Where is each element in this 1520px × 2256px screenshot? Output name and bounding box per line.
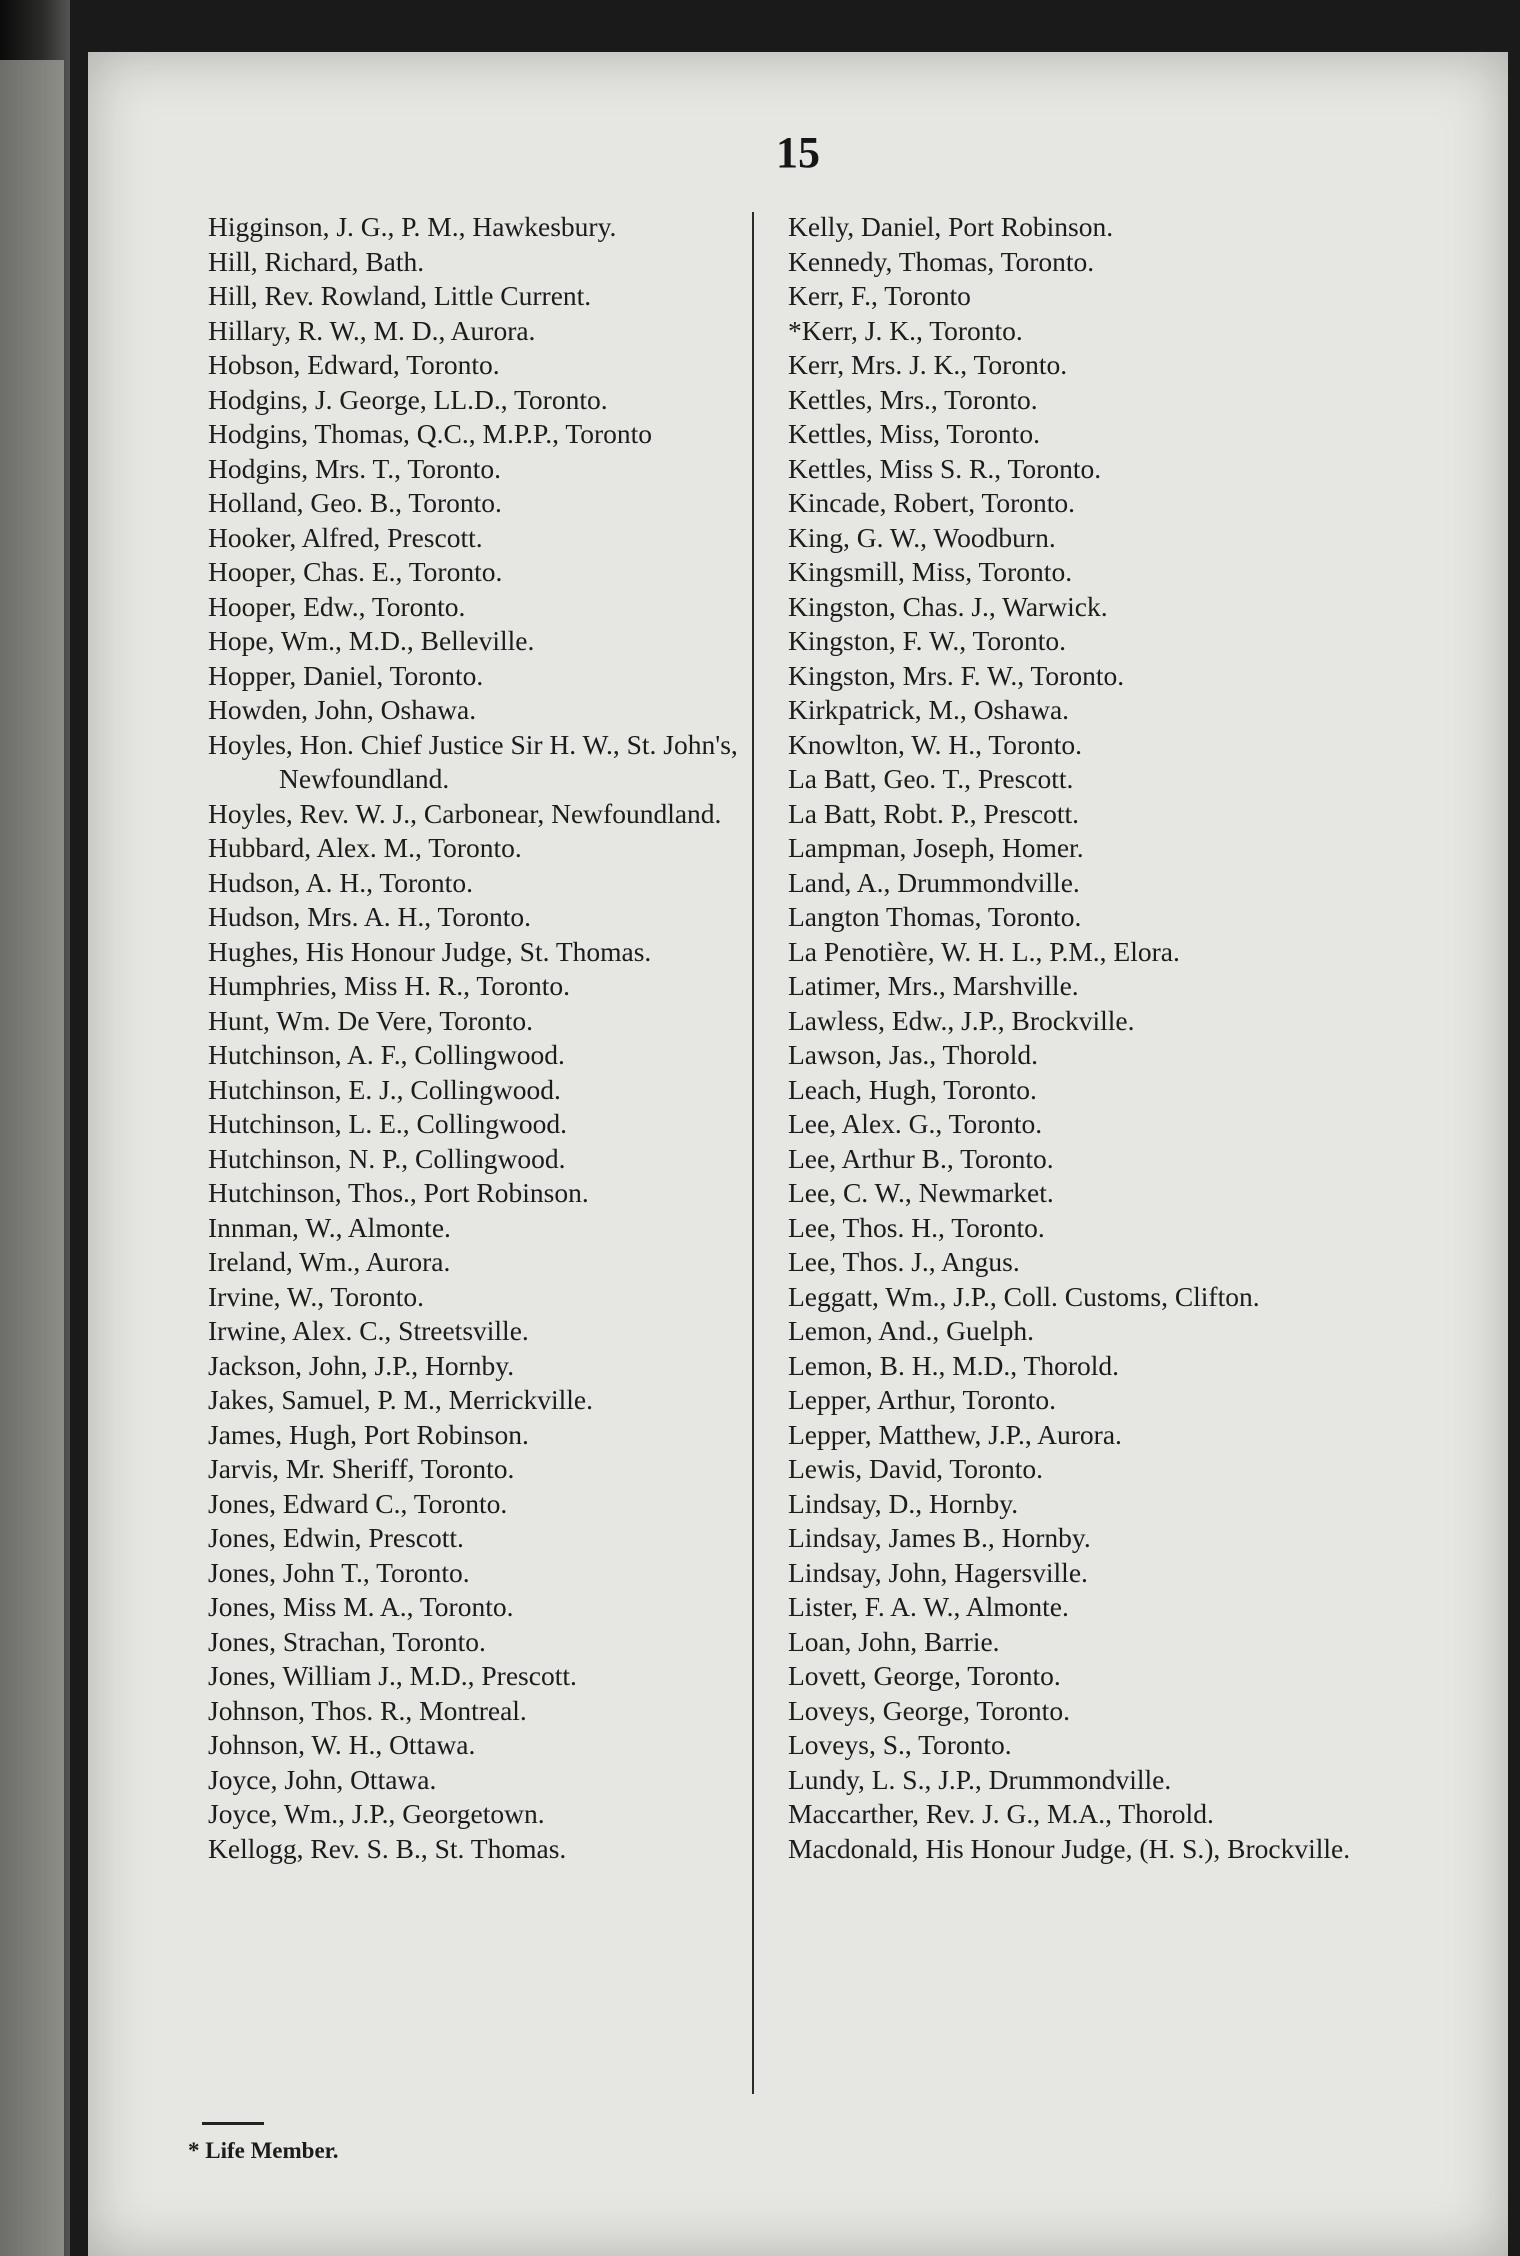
directory-entry: Lemon, B. H., M.D., Thorold. — [788, 1349, 1120, 1381]
directory-entry: Kincade, Robert, Toronto. — [788, 487, 1076, 518]
column-divider — [752, 212, 754, 2094]
directory-entry: Lampman, Joseph, Homer. — [788, 832, 1084, 863]
directory-entry: Loveys, S., Toronto. — [788, 1729, 1012, 1760]
directory-entry: Hope, Wm., M.D., Belleville. — [208, 625, 535, 656]
directory-entry: Kettles, Mrs., Toronto. — [788, 383, 1038, 415]
directory-entry: Lovett, George, Toronto. — [788, 1660, 1061, 1691]
directory-entry: Jones, Miss M. A., Toronto. — [208, 1591, 514, 1622]
directory-entry: Kettles, Miss S. R., Toronto. — [788, 452, 1102, 484]
directory-entry: Hill, Richard, Bath. — [208, 245, 425, 277]
directory-entry: Lemon, And., Guelph. — [788, 1315, 1034, 1346]
directory-entry: Hughes, His Honour Judge, St. Thomas. — [208, 935, 652, 967]
directory-entry: Kettles, Miss, Toronto. — [788, 418, 1040, 449]
directory-entry: Kingston, Chas. J., Warwick. — [788, 590, 1108, 622]
directory-entry: Hoyles, Hon. Chief Justice Sir H. W., St. John's, Newfoundland. — [208, 728, 738, 794]
directory-entry: Kerr, Mrs. J. K., Toronto. — [788, 349, 1068, 380]
directory-entry: Lindsay, John, Hagersville. — [788, 1556, 1088, 1588]
directory-entry: Humphries, Miss H. R., Toronto. — [208, 970, 570, 1001]
directory-entry: Lawless, Edw., J.P., Brockville. — [788, 1004, 1135, 1036]
directory-entry: Hoyles, Rev. W. J., Carbonear, Newfoundland. — [208, 797, 722, 829]
directory-entry: Hudson, Mrs. A. H., Toronto. — [208, 901, 532, 932]
directory-entry: La Batt, Robt. P., Prescott. — [788, 797, 1080, 829]
footnote: * Life Member. — [188, 2138, 339, 2163]
directory-entry: Jackson, John, J.P., Hornby. — [208, 1349, 515, 1381]
directory-entry: Hutchinson, E. J., Collingwood. — [208, 1073, 561, 1105]
directory-entry: Knowlton, W. H., Toronto. — [788, 728, 1082, 760]
directory-entry: Jones, Edward C., Toronto. — [208, 1487, 508, 1519]
directory-entry: Jones, William J., M.D., Prescott. — [208, 1660, 577, 1691]
left-column — [208, 210, 768, 1866]
directory-entry: Lundy, L. S., J.P., Drummondville. — [788, 1763, 1172, 1795]
directory-entry: Lindsay, James B., Hornby. — [788, 1522, 1091, 1553]
directory-entry: Kelly, Daniel, Port Robinson. — [788, 211, 1114, 242]
directory-entry: Kingsmill, Miss, Toronto. — [788, 556, 1073, 587]
directory-entry: La Penotière, W. H. L., P.M., Elora. — [788, 935, 1180, 967]
directory-entry: Lewis, David, Toronto. — [788, 1453, 1043, 1484]
adjacent-page-edge — [0, 60, 64, 2256]
directory-entry: *Kerr, J. K., Toronto. — [788, 314, 1023, 346]
directory-entry: Irwine, Alex. C., Streetsville. — [208, 1315, 529, 1346]
directory-entry: Loveys, George, Toronto. — [788, 1694, 1070, 1726]
directory-entry: Hopper, Daniel, Toronto. — [208, 659, 484, 691]
directory-entry: Innman, W., Almonte. — [208, 1211, 451, 1243]
directory-entry: Lee, Arthur B., Toronto. — [788, 1142, 1054, 1174]
directory-entry: Hill, Rev. Rowland, Little Current. — [208, 280, 592, 311]
directory-entry: Lee, C. W., Newmarket. — [788, 1177, 1054, 1208]
directory-entry: Hooper, Edw., Toronto. — [208, 590, 466, 622]
directory-entry: Land, A., Drummondville. — [788, 866, 1080, 898]
directory-entry: Langton Thomas, Toronto. — [788, 901, 1082, 932]
directory-entry: Holland, Geo. B., Toronto. — [208, 487, 502, 518]
footnote-rule — [202, 2122, 264, 2125]
directory-entry: Leach, Hugh, Toronto. — [788, 1073, 1037, 1105]
directory-entry: Lee, Alex. G., Toronto. — [788, 1108, 1043, 1139]
directory-entry: Jarvis, Mr. Sheriff, Toronto. — [208, 1453, 515, 1484]
directory-entry: Hutchinson, L. E., Collingwood. — [208, 1108, 568, 1139]
directory-entry: Hodgins, J. George, LL.D., Toronto. — [208, 383, 608, 415]
directory-entry: Jakes, Samuel, P. M., Merrickville. — [208, 1384, 593, 1415]
directory-entry: James, Hugh, Port Robinson. — [208, 1418, 529, 1450]
directory-entry: Joyce, Wm., J.P., Georgetown. — [208, 1798, 545, 1829]
directory-entry: Kirkpatrick, M., Oshawa. — [788, 694, 1070, 725]
directory-entry: La Batt, Geo. T., Prescott. — [788, 763, 1074, 794]
directory-entry: Joyce, John, Ottawa. — [208, 1763, 437, 1795]
directory-entry: Hodgins, Mrs. T., Toronto. — [208, 452, 501, 484]
directory-entry: Kellogg, Rev. S. B., St. Thomas. — [208, 1832, 567, 1864]
directory-entry: Latimer, Mrs., Marshville. — [788, 970, 1079, 1001]
directory-entry: Loan, John, Barrie. — [788, 1625, 1000, 1657]
directory-entry: Kerr, F., Toronto — [788, 280, 971, 311]
directory-entry: King, G. W., Woodburn. — [788, 521, 1056, 553]
directory-entry: Kingston, Mrs. F. W., Toronto. — [788, 659, 1125, 691]
directory-entry: Maccarther, Rev. J. G., M.A., Thorold. — [788, 1798, 1214, 1829]
directory-entry: Johnson, Thos. R., Montreal. — [208, 1694, 527, 1726]
directory-entry: Lister, F. A. W., Almonte. — [788, 1591, 1069, 1622]
directory-entry: Hutchinson, Thos., Port Robinson. — [208, 1177, 589, 1208]
directory-entry: Hodgins, Thomas, Q.C., M.P.P., Toronto — [208, 418, 653, 449]
directory-entry: Leggatt, Wm., J.P., Coll. Customs, Clifton. — [788, 1280, 1260, 1312]
document-page — [88, 52, 1508, 2256]
directory-entry: Jones, Strachan, Toronto. — [208, 1625, 486, 1657]
directory-entry: Kingston, F. W., Toronto. — [788, 625, 1067, 656]
directory-entry: Lawson, Jas., Thorold. — [788, 1039, 1039, 1070]
directory-entry: Howden, John, Oshawa. — [208, 694, 477, 725]
directory-entry: Hutchinson, A. F., Collingwood. — [208, 1039, 565, 1070]
directory-entry: Lepper, Arthur, Toronto. — [788, 1384, 1057, 1415]
directory-entry: Hutchinson, N. P., Collingwood. — [208, 1142, 566, 1174]
directory-entry: Ireland, Wm., Aurora. — [208, 1246, 451, 1277]
directory-entry: Jones, John T., Toronto. — [208, 1556, 470, 1588]
directory-entry: Hooper, Chas. E., Toronto. — [208, 556, 503, 587]
directory-entry: Johnson, W. H., Ottawa. — [208, 1729, 476, 1760]
directory-entry: Lee, Thos. H., Toronto. — [788, 1211, 1045, 1243]
directory-entry: Kennedy, Thomas, Toronto. — [788, 245, 1095, 277]
page-number: 15 — [776, 128, 820, 177]
directory-entry: Hudson, A. H., Toronto. — [208, 866, 473, 898]
right-column — [788, 210, 1428, 1866]
directory-entry: Hunt, Wm. De Vere, Toronto. — [208, 1004, 533, 1036]
directory-entry: Lepper, Matthew, J.P., Aurora. — [788, 1418, 1122, 1450]
directory-entry: Hillary, R. W., M. D., Aurora. — [208, 314, 536, 346]
directory-entry: Jones, Edwin, Prescott. — [208, 1522, 464, 1553]
directory-entry: Lindsay, D., Hornby. — [788, 1487, 1019, 1519]
directory-entry: Macdonald, His Honour Judge, (H. S.), Brockville. — [788, 1832, 1351, 1864]
directory-entry: Higginson, J. G., P. M., Hawkesbury. — [208, 211, 617, 242]
directory-entry: Hooker, Alfred, Prescott. — [208, 521, 483, 553]
directory-entry: Lee, Thos. J., Angus. — [788, 1246, 1020, 1277]
directory-entry: Irvine, W., Toronto. — [208, 1280, 425, 1312]
directory-entry: Hobson, Edward, Toronto. — [208, 349, 500, 380]
directory-entry: Hubbard, Alex. M., Toronto. — [208, 832, 522, 863]
